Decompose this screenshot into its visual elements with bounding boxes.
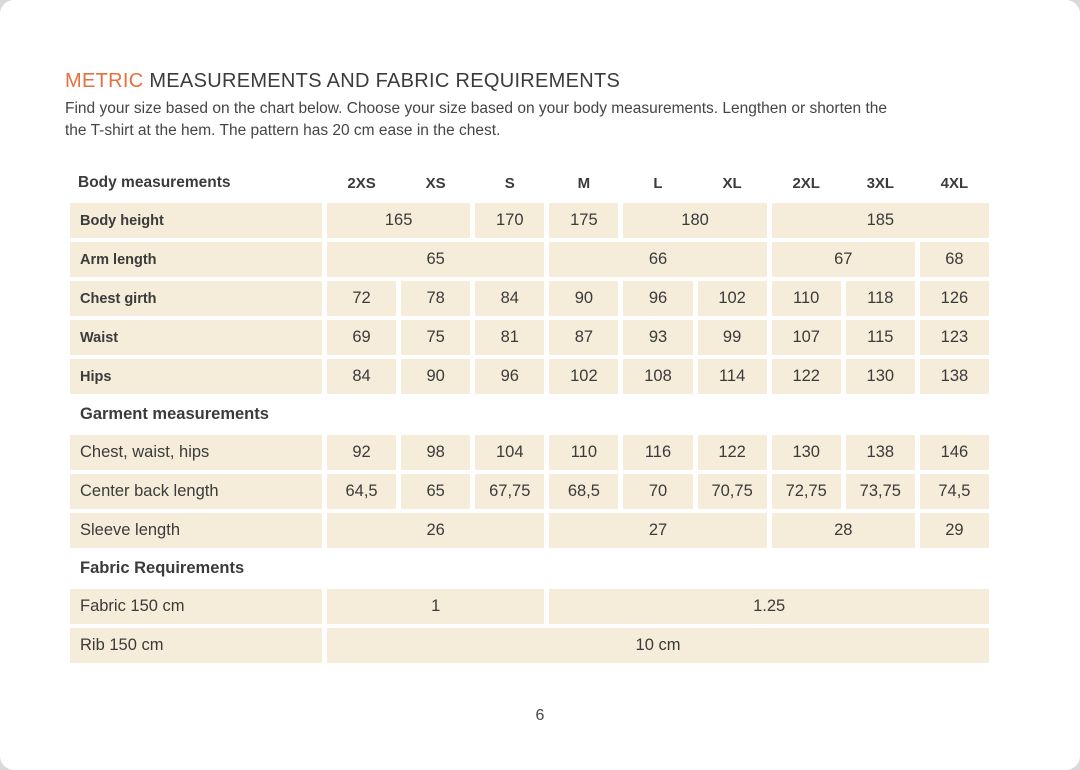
value-cell: 67,75 xyxy=(475,474,544,509)
value-cell: 69 xyxy=(327,320,396,355)
value-cell: 165 xyxy=(327,203,470,238)
size-column-header: XL xyxy=(722,174,742,192)
value-cell: 67 xyxy=(772,242,915,277)
table-row xyxy=(70,435,989,470)
column-header-body-measurements: Body measurements xyxy=(78,174,231,191)
page-title-accent: METRIC xyxy=(65,70,144,92)
value-cell: 93 xyxy=(623,320,692,355)
value-cell: 114 xyxy=(698,359,767,394)
page-title xyxy=(65,70,1025,93)
size-column-header: M xyxy=(577,174,591,192)
row-label: Fabric 150 cm xyxy=(70,589,322,624)
value-cell: 72,75 xyxy=(772,474,841,509)
table-row xyxy=(70,281,989,316)
value-cell: 1 xyxy=(327,589,544,624)
row-label: Hips xyxy=(70,359,322,394)
table-header-row xyxy=(70,168,989,198)
row-label: Body height xyxy=(70,203,322,238)
value-cell: 122 xyxy=(772,359,841,394)
value-cell: 72 xyxy=(327,281,396,316)
size-column-header: 2XL xyxy=(792,174,820,192)
size-column-header: 2XS xyxy=(347,174,376,192)
value-cell: 96 xyxy=(623,281,692,316)
value-cell: 87 xyxy=(549,320,618,355)
value-cell: 138 xyxy=(846,435,915,470)
value-cell: 180 xyxy=(623,203,766,238)
table-row xyxy=(70,320,989,355)
value-cell: 84 xyxy=(327,359,396,394)
value-cell: 110 xyxy=(772,281,841,316)
value-cell: 68,5 xyxy=(549,474,618,509)
value-cell: 10 cm xyxy=(327,628,989,663)
value-cell: 81 xyxy=(475,320,544,355)
row-label: Chest girth xyxy=(70,281,322,316)
row-label: Rib 150 cm xyxy=(70,628,322,663)
row-label: Sleeve length xyxy=(70,513,322,548)
value-cell: 78 xyxy=(401,281,470,316)
value-cell: 65 xyxy=(327,242,544,277)
value-cell: 26 xyxy=(327,513,544,548)
value-cell: 123 xyxy=(920,320,989,355)
value-cell: 90 xyxy=(549,281,618,316)
intro-line-1: Find your size based on the chart below. Choose your size based on your body measurements. Lengthen or shorten the xyxy=(65,100,887,117)
value-cell: 170 xyxy=(475,203,544,238)
value-cell: 118 xyxy=(846,281,915,316)
value-cell: 73,75 xyxy=(846,474,915,509)
value-cell: 115 xyxy=(846,320,915,355)
value-cell: 74,5 xyxy=(920,474,989,509)
value-cell: 175 xyxy=(549,203,618,238)
intro-text xyxy=(65,98,1025,141)
value-cell: 130 xyxy=(846,359,915,394)
row-label: Center back length xyxy=(70,474,322,509)
row-label: Chest, waist, hips xyxy=(70,435,322,470)
value-cell: 102 xyxy=(549,359,618,394)
table-row xyxy=(70,628,989,663)
value-cell: 92 xyxy=(327,435,396,470)
section-title: Garment measurements xyxy=(80,405,269,423)
value-cell: 104 xyxy=(475,435,544,470)
value-cell: 27 xyxy=(549,513,766,548)
table-row xyxy=(70,474,989,509)
value-cell: 107 xyxy=(772,320,841,355)
value-cell: 146 xyxy=(920,435,989,470)
value-cell: 90 xyxy=(401,359,470,394)
value-cell: 108 xyxy=(623,359,692,394)
size-column-header: 3XL xyxy=(866,174,895,192)
value-cell: 70 xyxy=(623,474,692,509)
intro-line-2: the T-shirt at the hem. The pattern has 20 cm ease in the chest. xyxy=(65,121,501,139)
value-cell: 68 xyxy=(920,242,989,277)
value-cell: 64,5 xyxy=(327,474,396,509)
value-cell: 1.25 xyxy=(549,589,989,624)
value-cell: 110 xyxy=(549,435,618,470)
value-cell: 130 xyxy=(772,435,841,470)
value-cell: 99 xyxy=(698,320,767,355)
value-cell: 138 xyxy=(920,359,989,394)
value-cell: 29 xyxy=(920,513,989,548)
table-row xyxy=(70,513,989,548)
value-cell: 185 xyxy=(772,203,989,238)
section-title: Fabric Requirements xyxy=(80,559,245,577)
value-cell: 65 xyxy=(401,474,470,509)
value-cell: 84 xyxy=(475,281,544,316)
row-label: Waist xyxy=(70,320,322,355)
value-cell: 70,75 xyxy=(698,474,767,509)
size-table xyxy=(70,168,989,667)
value-cell: 126 xyxy=(920,281,989,316)
value-cell: 66 xyxy=(549,242,766,277)
table-row xyxy=(70,589,989,624)
table-row xyxy=(70,242,989,277)
size-column-header: S xyxy=(504,174,515,192)
value-cell: 122 xyxy=(698,435,767,470)
size-column-header: L xyxy=(653,174,663,192)
value-cell: 75 xyxy=(401,320,470,355)
table-row xyxy=(70,203,989,238)
title-block xyxy=(65,70,1025,141)
value-cell: 98 xyxy=(401,435,470,470)
size-column-header: 4XL xyxy=(940,174,969,192)
value-cell: 102 xyxy=(698,281,767,316)
page-title-rest: MEASUREMENTS AND FABRIC REQUIREMENTS xyxy=(143,70,621,92)
value-cell: 116 xyxy=(623,435,692,470)
page-number: 6 xyxy=(535,707,545,724)
row-label: Arm length xyxy=(70,242,322,277)
value-cell: 28 xyxy=(772,513,915,548)
value-cell: 96 xyxy=(475,359,544,394)
size-column-header: XS xyxy=(425,174,446,192)
table-row xyxy=(70,359,989,394)
